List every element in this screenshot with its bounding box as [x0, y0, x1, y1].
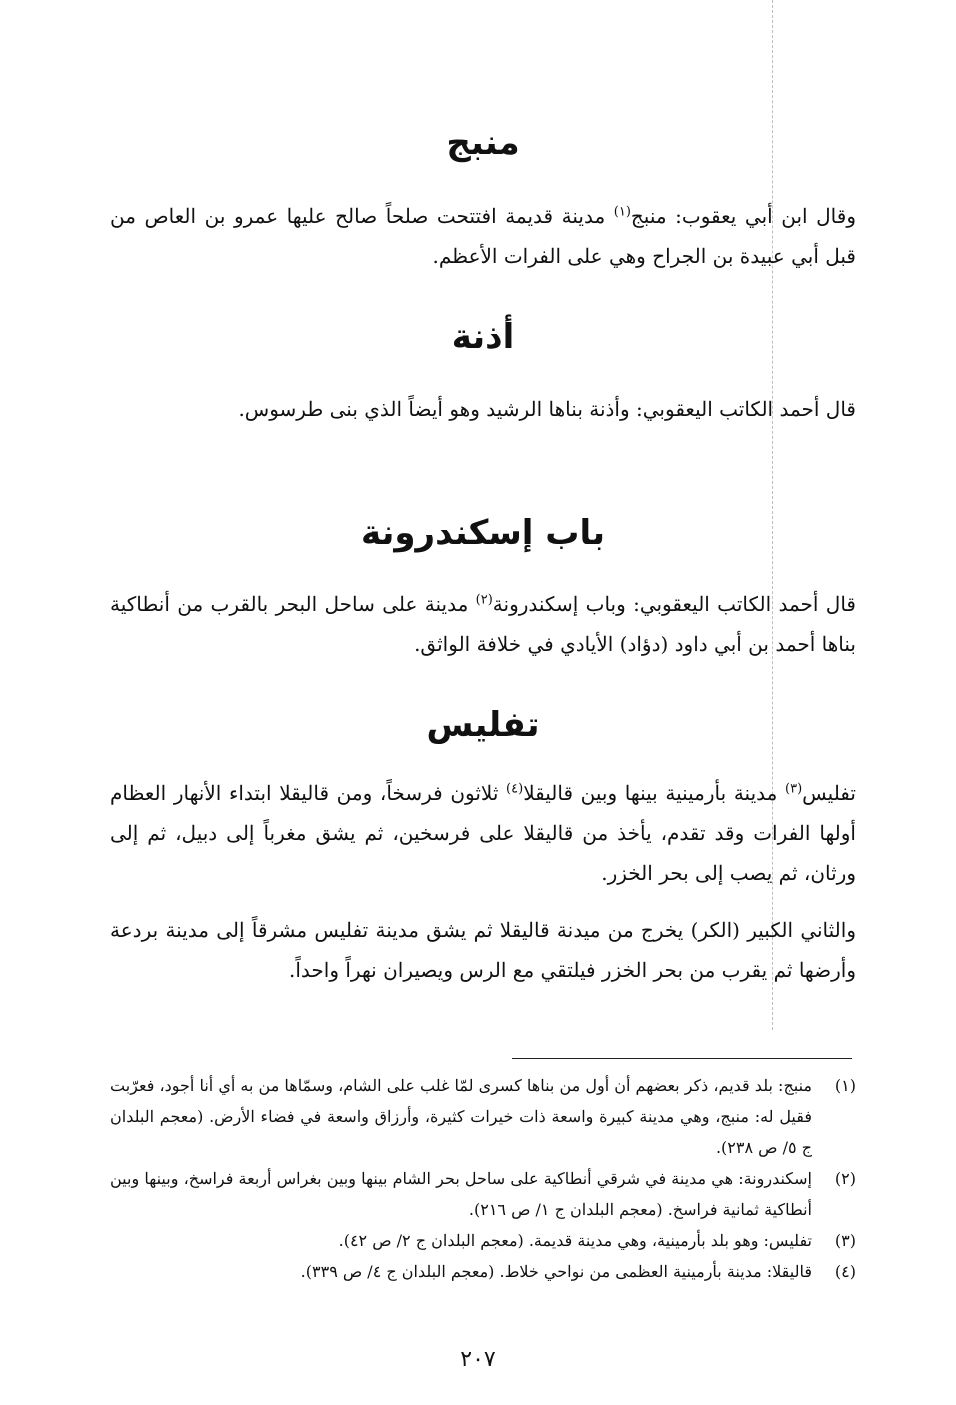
footnote-text: إسكندرونة: هي مدينة في شرقي أنطاكية على ساحل بحر الشام بينها وبين بغراس أربعة فراسخ، وبينها وبين أنطاكية ثمانية فراسخ. (معجم البلدان ج ١/ ص ٢١٦).	[110, 1169, 812, 1219]
footnotes	[110, 1070, 856, 1287]
paragraph-text: مدينة بأرمينية بينها وبين قاليقلا	[523, 781, 786, 805]
footnote-item	[110, 1070, 856, 1163]
footnote-text: منبج: بلد قديم، ذكر بعضهم أن أول من بناها كسرى لمّا غلب على الشام، وسمّاها من به أي أنا أجود، فعرّبت فقيل له: منبج، وهي مدينة كبيرة واسعة ذات خيرات كثيرة، وأرزاق واسعة في فضاء الأرض. (معجم البلدان ج ٥/ ص ٢٣٨).	[110, 1076, 813, 1157]
footnote-item	[110, 1225, 856, 1256]
footnote-separator	[512, 1058, 852, 1059]
section-title-adhana: أذنة	[451, 317, 515, 357]
paragraph-text: ثلاثون فرسخاً، ومن قاليقلا ابتداء الأنهار العظام أولها الفرات وقد تقدم، يأخذ من قاليقلا على فرسخين، ثم يشق مغرباً إلى دبيل، ثم إلى ورثان، ثم يصب إلى بحر الخزر.	[110, 781, 856, 885]
section-title-tiflis: تفليس	[426, 705, 540, 745]
footnote-text: تفليس: وهو بلد بأرمينية، وهي مدينة قديمة. (معجم البلدان ج ٢/ ص ٤٢).	[338, 1231, 812, 1250]
footnote-reference: (٣)	[785, 781, 803, 797]
paragraph-text: قال أحمد الكاتب اليعقوبي: وباب إسكندرونة	[492, 592, 856, 616]
footnote-reference: (١)	[613, 204, 631, 220]
paragraph-bab-iskandaruna	[110, 584, 856, 664]
paragraph-text: مدينة قديمة افتتحت صلحاً صالح عليها عمرو بن العاص من قبل أبي عبيدة بن الجراح وهي على الفرات الأعظم.	[110, 204, 856, 268]
page-number: ٢٠٧	[460, 1347, 496, 1372]
paragraph-text: تفليس	[802, 781, 856, 805]
footnote-reference: (٤)	[506, 781, 524, 797]
footnote-text: قاليقلا: مدينة بأرمينية العظمى من نواحي خلاط. (معجم البلدان ج ٤/ ص ٣٣٩).	[300, 1262, 812, 1281]
paragraph-manbij	[110, 196, 856, 276]
section-title-manbij: منبج	[446, 123, 520, 163]
paragraph-text: وقال ابن أبي يعقوب: منبج	[630, 204, 856, 228]
footnote-item	[110, 1256, 856, 1287]
footnote-number: (١)	[834, 1076, 856, 1095]
footnote-item	[110, 1163, 856, 1225]
footnote-number: (٢)	[834, 1169, 856, 1188]
paragraph-text: مدينة على ساحل البحر بالقرب من أنطاكية بناها أحمد بن أبي داود (دؤاد) الأيادي في خلافة الواثق.	[110, 592, 856, 656]
paragraph-tiflis-2	[110, 910, 856, 990]
paragraph-text: والثاني الكبير (الكر) يخرج من ميدنة قاليقلا ثم يشق مدينة تفليس مشرقاً إلى مدينة بردعة وأرضها ثم يقرب من بحر الخزر فيلتقي مع الرس ويصيران نهراً واحداً.	[110, 918, 856, 982]
paragraph-text: قال أحمد الكاتب اليعقوبي: وأذنة بناها الرشيد وهو أيضاً الذي بنى طرسوس.	[238, 397, 856, 421]
footnote-number: (٤)	[834, 1262, 856, 1281]
footnote-number: (٣)	[834, 1231, 856, 1250]
footnote-reference: (٢)	[475, 592, 493, 608]
paragraph-adhana	[110, 389, 856, 429]
paragraph-tiflis-1	[110, 773, 856, 893]
section-title-bab-iskandaruna: باب إسكندرونة	[360, 513, 605, 553]
